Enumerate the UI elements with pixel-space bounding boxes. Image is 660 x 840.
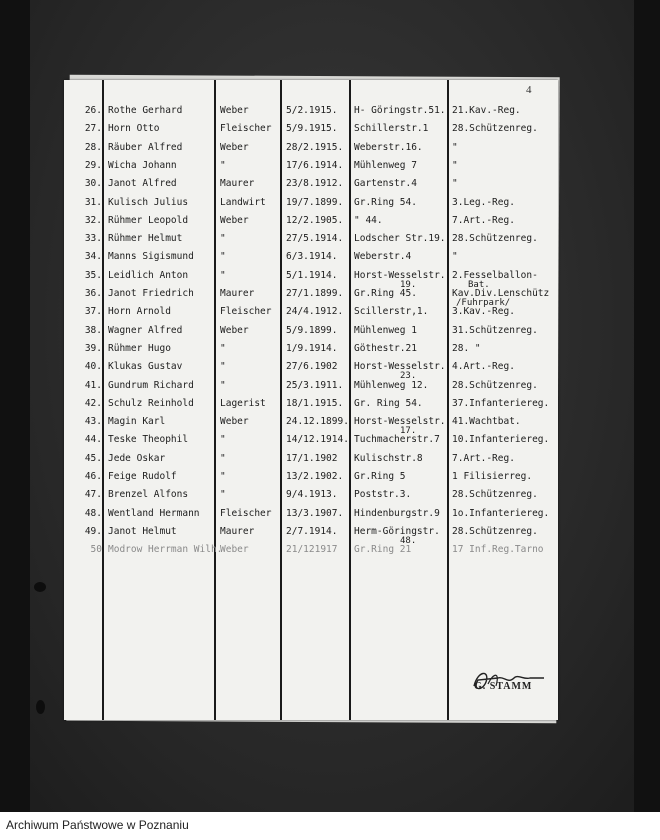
occupation: Maurer xyxy=(220,525,255,537)
table-row xyxy=(64,397,558,415)
unit-continuation: Bat. xyxy=(468,279,490,290)
table-row xyxy=(64,104,558,122)
occupation: " xyxy=(220,452,226,464)
table-row xyxy=(64,470,558,488)
military-unit: 28.Schützenreg. xyxy=(452,379,538,391)
document-page xyxy=(64,80,558,720)
table-row xyxy=(64,543,558,561)
occupation: " xyxy=(220,434,226,446)
table-row xyxy=(64,525,558,546)
table-row xyxy=(64,250,558,268)
row-number: 36. xyxy=(84,288,102,299)
occupation: " xyxy=(220,379,226,391)
table-row xyxy=(64,379,558,397)
birth-date: 27/6.1902 xyxy=(286,361,338,373)
occupation: Weber xyxy=(220,141,249,153)
occupation: " xyxy=(220,269,226,281)
birth-date: 17/1.1902 xyxy=(286,452,338,464)
military-unit: 28.Schützenreg. xyxy=(452,233,538,245)
address: Gr.Ring 21 xyxy=(354,544,412,556)
table-row xyxy=(64,488,558,506)
table-row xyxy=(64,269,558,290)
row-number: 48. xyxy=(84,507,102,519)
military-unit: " xyxy=(452,251,458,263)
address-continuation: 23. xyxy=(400,371,417,382)
occupation: Fleischer xyxy=(220,306,272,318)
occupation: Maurer xyxy=(220,288,255,299)
occupation: Maurer xyxy=(220,178,255,190)
row-number: 28. xyxy=(84,141,102,153)
birth-date: 5/2.1915. xyxy=(286,105,338,116)
occupation: Weber xyxy=(220,105,249,116)
person-name: Wentland Hermann xyxy=(108,507,200,519)
person-name: Gundrum Richard xyxy=(108,379,194,391)
name-stamp: G. STAMM xyxy=(474,681,533,692)
row-number: 32. xyxy=(84,214,102,226)
row-number: 31. xyxy=(84,196,102,208)
person-name: Rühmer Leopold xyxy=(108,214,189,226)
military-unit: 2.Fesselballon- xyxy=(452,269,538,281)
row-number: 35. xyxy=(84,269,102,281)
birth-date: 14/12.1914. xyxy=(286,434,349,446)
occupation: Weber xyxy=(220,416,249,428)
person-name: Magin Karl xyxy=(108,416,166,428)
military-unit: 1o.Infanteriereg. xyxy=(452,507,550,519)
person-name: Klukas Gustav xyxy=(108,361,183,373)
person-name: Schulz Reinhold xyxy=(108,397,194,409)
address: Gr.Ring 45. xyxy=(354,288,417,299)
address: Weberstr.4 xyxy=(354,251,412,263)
birth-date: 9/4.1913. xyxy=(286,489,338,501)
person-name: Jede Oskar xyxy=(108,452,166,464)
birth-date: 27/1.1899. xyxy=(286,288,344,299)
table-row xyxy=(64,214,558,232)
military-unit: Kav.Div.Lenschütz xyxy=(452,288,550,299)
address: Mühlenweg 7 xyxy=(354,159,417,171)
occupation: Weber xyxy=(220,544,249,556)
occupation: " xyxy=(220,361,226,373)
birth-date: 13/2.1902. xyxy=(286,471,344,482)
military-unit: 21.Kav.-Reg. xyxy=(452,105,521,116)
address: " 44. xyxy=(354,214,383,226)
row-number: 47. xyxy=(84,489,102,501)
table-row xyxy=(64,342,558,360)
military-unit: 4.Art.-Reg. xyxy=(452,361,515,373)
address: H- Göringstr.51. xyxy=(354,105,446,116)
row-number: 27. xyxy=(84,123,102,135)
address: Gr.Ring 5 xyxy=(354,471,406,482)
military-unit: 41.Wachtbat. xyxy=(452,416,521,428)
birth-date: 6/3.1914. xyxy=(286,251,338,263)
unit-continuation: /Fuhrpark/ xyxy=(456,298,511,308)
address-continuation: 48. xyxy=(400,535,417,546)
person-name: Rothe Gerhard xyxy=(108,105,183,116)
row-number: 34. xyxy=(84,251,102,263)
row-number: 45. xyxy=(84,452,102,464)
row-number: 50 xyxy=(90,544,102,556)
military-unit: 10.Infanteriereg. xyxy=(452,434,550,446)
row-number: 26. xyxy=(84,105,102,116)
address: Mühlenweg 1 xyxy=(354,324,417,336)
birth-date: 18/1.1915. xyxy=(286,397,344,409)
birth-date: 24.12.1899. xyxy=(286,416,349,428)
military-unit: 7.Art.-Reg. xyxy=(452,452,515,464)
birth-date: 17/6.1914. xyxy=(286,159,344,171)
row-number: 30. xyxy=(84,178,102,190)
person-name: Horn Otto xyxy=(108,123,160,135)
military-unit: " xyxy=(452,159,458,171)
birth-date: 1/9.1914. xyxy=(286,342,338,354)
address: Horst-Wesselstr. xyxy=(354,269,446,281)
row-number: 40. xyxy=(84,361,102,373)
person-name: Feige Rudolf xyxy=(108,471,177,482)
table-row xyxy=(64,232,558,250)
address: Weberstr.16. xyxy=(354,141,423,153)
birth-date: 2/7.1914. xyxy=(286,525,338,537)
birth-date: 25/3.1911. xyxy=(286,379,344,391)
table-row xyxy=(64,196,558,214)
address: Lodscher Str.19. xyxy=(354,233,446,245)
dust-spot xyxy=(36,700,45,714)
occupation: " xyxy=(220,489,226,501)
table-row xyxy=(64,141,558,159)
film-edge-left xyxy=(0,0,30,812)
military-unit: 1 Filisierreg. xyxy=(452,471,533,482)
occupation: Lagerist xyxy=(220,397,266,409)
row-number: 44. xyxy=(84,434,102,446)
row-number: 39. xyxy=(84,342,102,354)
military-unit: " xyxy=(452,141,458,153)
row-number: 46. xyxy=(84,471,102,482)
table-row xyxy=(64,287,558,308)
address: Poststr.3. xyxy=(354,489,412,501)
occupation: Weber xyxy=(220,214,249,226)
address: Kulischstr.8 xyxy=(354,452,423,464)
footer-bar xyxy=(0,812,660,840)
person-name: Brenzel Alfons xyxy=(108,489,189,501)
birth-date: 24/4.1912. xyxy=(286,306,344,318)
occupation: " xyxy=(220,233,226,245)
person-name: Manns Sigismund xyxy=(108,251,194,263)
row-number: 43. xyxy=(84,416,102,428)
person-name: Rühmer Helmut xyxy=(108,233,183,245)
military-unit: 28.Schützenreg. xyxy=(452,123,538,135)
table-row xyxy=(64,507,558,525)
dust-spot xyxy=(34,582,46,592)
person-name: Teske Theophil xyxy=(108,434,189,446)
row-number: 38. xyxy=(84,324,102,336)
address: Herm-Göringstr. xyxy=(354,525,440,537)
address: Hindenburgstr.9 xyxy=(354,507,440,519)
military-unit: 3.Leg.-Reg. xyxy=(452,196,515,208)
table-row xyxy=(64,159,558,177)
military-unit: 28.Schützenreg. xyxy=(452,489,538,501)
person-name: Räuber Alfred xyxy=(108,141,183,153)
military-unit: 31.Schützenreg. xyxy=(452,324,538,336)
address: Gr. Ring 54. xyxy=(354,397,423,409)
table-row xyxy=(64,360,558,382)
address: Horst-Wesselstr. xyxy=(354,416,446,428)
military-unit: 17 Inf.Reg.Tarno xyxy=(452,544,544,556)
row-number: 49. xyxy=(84,525,102,537)
address: Gartenstr.4 xyxy=(354,178,417,190)
birth-date: 19/7.1899. xyxy=(286,196,344,208)
occupation: " xyxy=(220,342,226,354)
birth-date: 5/9.1899. xyxy=(286,324,338,336)
military-unit: 28. " xyxy=(452,342,481,354)
row-number: 29. xyxy=(84,159,102,171)
military-unit: 7.Art.-Reg. xyxy=(452,214,515,226)
person-name: Modrow Herrman Wilh. xyxy=(108,544,223,556)
person-name: Kulisch Julius xyxy=(108,196,189,208)
occupation: Fleischer xyxy=(220,507,272,519)
address: Mühlenweg 12. xyxy=(354,379,429,391)
table-row xyxy=(64,177,558,195)
row-number: 42. xyxy=(84,397,102,409)
row-number: 33. xyxy=(84,233,102,245)
military-unit: 3.Kav.-Reg. xyxy=(452,306,515,318)
address-continuation: 19. xyxy=(400,279,417,290)
military-unit: 28.Schützenreg. xyxy=(452,525,538,537)
military-unit: " xyxy=(452,178,458,190)
table-row xyxy=(64,122,558,140)
address-continuation: 17. xyxy=(400,426,417,437)
archive-name: Archiwum Państwowe w Poznaniu xyxy=(6,818,189,832)
occupation: Fleischer xyxy=(220,123,272,135)
person-name: Rühmer Hugo xyxy=(108,342,171,354)
birth-date: 5/1.1914. xyxy=(286,269,338,281)
military-unit: 37.Infanteriereg. xyxy=(452,397,550,409)
film-edge-right xyxy=(634,0,660,812)
occupation: Weber xyxy=(220,324,249,336)
table-row xyxy=(64,305,558,323)
person-name: Janot Friedrich xyxy=(108,288,194,299)
occupation: Landwirt xyxy=(220,196,266,208)
birth-date: 28/2.1915. xyxy=(286,141,344,153)
person-name: Wagner Alfred xyxy=(108,324,183,336)
person-name: Leidlich Anton xyxy=(108,269,189,281)
address: Horst-Wesselstr. xyxy=(354,361,446,373)
birth-date: 13/3.1907. xyxy=(286,507,344,519)
row-number: 41. xyxy=(84,379,102,391)
table-row xyxy=(64,433,558,451)
address: Gr.Ring 54. xyxy=(354,196,417,208)
birth-date: 5/9.1915. xyxy=(286,123,338,135)
person-name: Horn Arnold xyxy=(108,306,171,318)
row-number: 37. xyxy=(84,306,102,318)
occupation: " xyxy=(220,471,226,482)
person-name: Janot Alfred xyxy=(108,178,177,190)
table-row xyxy=(64,415,558,437)
birth-date: 27/5.1914. xyxy=(286,233,344,245)
person-name: Janot Helmut xyxy=(108,525,177,537)
address: Tuchmacherstr.7 xyxy=(354,434,440,446)
table-row xyxy=(64,452,558,470)
occupation: " xyxy=(220,251,226,263)
birth-date: 23/8.1912. xyxy=(286,178,344,190)
occupation: " xyxy=(220,159,226,171)
address: Schillerstr.1 xyxy=(354,123,429,135)
table-row xyxy=(64,324,558,342)
address: Göthestr.21 xyxy=(354,342,417,354)
birth-date: 12/2.1905. xyxy=(286,214,344,226)
person-name: Wicha Johann xyxy=(108,159,177,171)
address: Scillerstr,1. xyxy=(354,306,429,318)
page-number-mark: 4 xyxy=(526,84,532,96)
birth-date: 21/121917 xyxy=(286,544,338,556)
